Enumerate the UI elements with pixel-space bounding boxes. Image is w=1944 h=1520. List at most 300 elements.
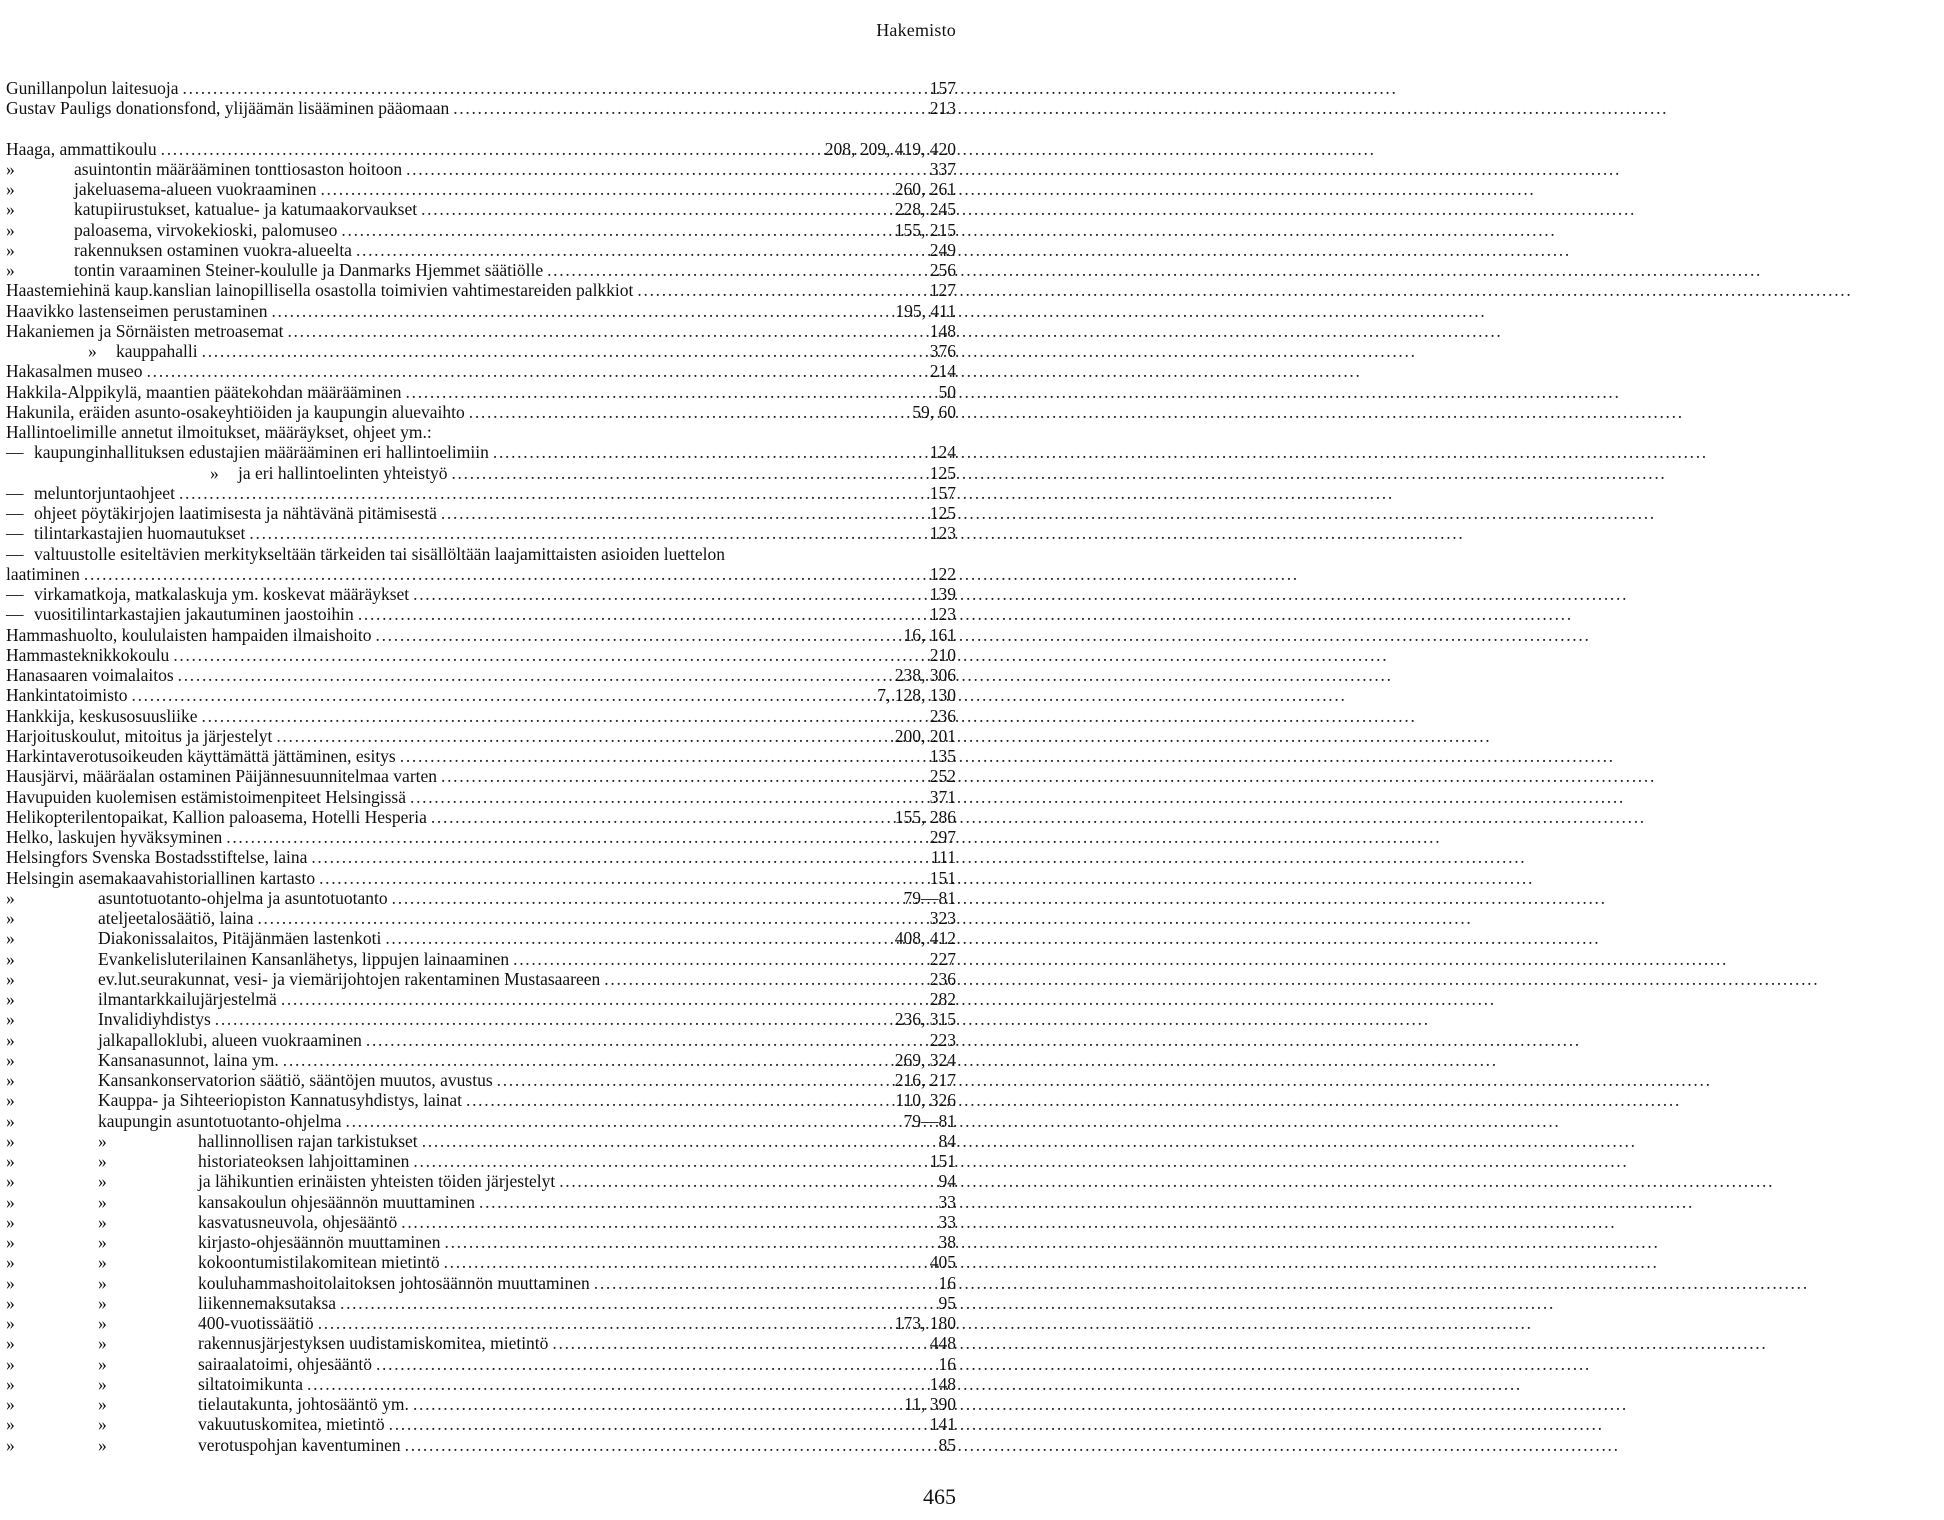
index-entry — [6, 260, 956, 280]
entry-page-refs: 123 — [929, 523, 956, 544]
entry-marker: » — [6, 219, 15, 240]
dot-leader — [406, 159, 926, 179]
index-entry — [6, 766, 956, 786]
entry-marker: — — [6, 442, 24, 463]
entry-marker: » — [6, 1070, 15, 1090]
entry-marker: » » — [6, 1130, 107, 1151]
entry-page-refs: 124 — [929, 442, 956, 463]
entry-text: Hakkila-Alppikylä, maantien päätekohdan määrääminen — [6, 381, 402, 402]
entry-marker: » — [6, 179, 15, 199]
dot-leader — [389, 1414, 926, 1434]
entry-text: Helko, laskujen hyväksyminen — [6, 827, 223, 847]
entry-text: Harjoituskoulut, mitoitus ja järjestelyt — [6, 725, 273, 746]
entry-page-refs: 256 — [929, 260, 956, 280]
entry-text: paloasema, virvokekioski, palomuseo — [74, 219, 338, 240]
entry-text: Hankkija, keskusosuusliike — [6, 705, 198, 726]
dot-leader — [340, 1293, 934, 1313]
entry-text: Hakunila, eräiden asunto-osakeyhtiöiden ja kaupungin aluevaihto — [6, 401, 465, 422]
dot-leader — [257, 908, 925, 928]
dot-leader — [147, 361, 926, 381]
entry-text: rakennusjärjestyksen uudistamiskomitea, mietintö — [198, 1333, 549, 1354]
entry-marker: » » — [6, 1151, 107, 1171]
entry-text: rakennuksen ostaminen vuokra-alueelta — [74, 239, 352, 260]
entry-marker: » — [6, 158, 15, 179]
entry-marker: » » — [6, 1252, 107, 1273]
dot-leader — [215, 1009, 891, 1029]
entry-marker: » » — [6, 1292, 107, 1313]
entry-page-refs: 297 — [929, 827, 956, 847]
dot-leader — [493, 442, 926, 462]
entry-text: jalkapalloklubi, alueen vuokraaminen — [98, 1029, 362, 1050]
entry-text: vakuutuskomitea, mietintö — [198, 1414, 385, 1435]
entry-marker: » — [6, 908, 15, 928]
index-entry — [6, 402, 956, 422]
index-entry — [6, 1333, 956, 1353]
entry-page-refs: 59, 60 — [912, 401, 956, 422]
entry-page-refs: 135 — [929, 746, 956, 766]
dot-leader — [405, 1435, 935, 1455]
dot-leader — [594, 1273, 935, 1293]
entry-page-refs: 85 — [938, 1434, 956, 1455]
entry-text: kouluhammashoitolaitoksen johtosäännön muuttaminen — [198, 1272, 590, 1293]
entry-page-refs: 376 — [929, 341, 956, 361]
entry-text: Hausjärvi, määräalan ostaminen Päijännesuunnitelmaa varten — [6, 766, 438, 787]
dot-leader — [451, 463, 925, 483]
dot-leader — [401, 1212, 934, 1232]
dot-leader — [366, 1030, 926, 1050]
entry-page-refs: 213 — [929, 98, 956, 119]
entry-marker: » — [6, 239, 15, 260]
dot-leader — [283, 1050, 891, 1070]
entry-page-refs: 84 — [938, 1130, 956, 1151]
entry-page-refs: 79—81 — [903, 1110, 956, 1131]
index-entry — [6, 807, 956, 827]
entry-page-refs: 249 — [929, 239, 956, 260]
entry-marker: » » — [6, 1232, 107, 1252]
entry-page-refs: 79—81 — [903, 887, 956, 908]
index-entry — [6, 139, 956, 159]
entry-text: Hakasalmen museo — [6, 361, 143, 382]
entry-marker: » — [6, 989, 15, 1009]
entry-marker: » » — [6, 1313, 107, 1333]
index-entry — [6, 847, 956, 867]
index-entry — [6, 1232, 956, 1252]
entry-page-refs: 216, 217 — [894, 1070, 956, 1090]
entry-page-refs: 16 — [938, 1272, 956, 1293]
entry-text: hallinnollisen rajan tarkistukset — [198, 1130, 418, 1151]
entry-page-refs: 125 — [929, 503, 956, 523]
dot-leader — [183, 78, 926, 98]
entry-page-refs: 238, 306 — [894, 665, 956, 685]
dot-leader — [400, 746, 926, 766]
entry-page-refs: 236 — [929, 968, 956, 989]
entry-marker: » — [210, 462, 219, 483]
dot-leader — [453, 98, 926, 118]
entry-marker: » — [6, 928, 15, 949]
index-entry — [6, 1252, 956, 1272]
entry-marker: » » — [6, 1211, 107, 1232]
index-entry — [6, 989, 956, 1009]
dot-leader — [441, 766, 926, 786]
index-entry — [6, 1354, 956, 1374]
entry-marker: » — [6, 1009, 15, 1030]
dot-leader — [173, 645, 925, 665]
entry-marker: » » — [6, 1373, 107, 1394]
entry-text: ja eri hallintoelinten yhteistyö — [238, 462, 448, 483]
entry-text: historiateoksen lahjoittaminen — [198, 1151, 410, 1171]
entry-page-refs: 227 — [929, 948, 956, 969]
entry-text: Haavikko lastenseimen perustaminen — [6, 300, 268, 321]
dot-leader — [271, 301, 891, 321]
index-entry — [6, 949, 956, 969]
entry-text: Kauppa- ja Sihteeriopiston Kannatusyhdistys, lainat — [98, 1090, 463, 1111]
index-entry — [6, 321, 956, 341]
dot-leader — [161, 139, 821, 159]
index-entry — [6, 625, 956, 645]
entry-page-refs: 323 — [929, 908, 956, 928]
index-entry — [6, 1131, 956, 1151]
index-entry — [6, 1070, 956, 1090]
dot-leader — [320, 179, 890, 199]
entry-text: Invalidiyhdistys — [98, 1009, 211, 1030]
entry-text: Hankintatoimisto — [6, 685, 128, 706]
entry-marker: — — [6, 482, 24, 503]
entry-marker: — — [6, 543, 24, 564]
dot-leader — [376, 1354, 935, 1374]
dot-leader — [346, 1111, 900, 1131]
dot-leader — [413, 1394, 900, 1414]
dot-leader — [604, 969, 925, 989]
entry-marker: » » — [6, 1272, 107, 1293]
dot-leader — [311, 847, 927, 867]
index-entry — [6, 787, 956, 807]
entry-page-refs: 151 — [929, 867, 956, 888]
index-entry — [6, 868, 956, 888]
index-entry — [6, 1273, 956, 1293]
index-entry — [6, 301, 956, 321]
entry-page-refs: 16, 161 — [903, 624, 956, 645]
entry-text: siltatoimikunta — [198, 1373, 303, 1394]
index-entry — [6, 908, 956, 928]
entry-marker: » — [6, 199, 15, 220]
entry-text: Kansanasunnot, laina ym. — [98, 1049, 279, 1070]
index-entry — [6, 1171, 956, 1191]
index-entry — [6, 1050, 956, 1070]
entry-page-refs: 123 — [929, 604, 956, 625]
dot-leader — [84, 564, 926, 584]
index-entry — [6, 463, 956, 483]
entry-text: meluntorjuntaohjeet — [34, 482, 175, 503]
entry-page-refs: 155, 286 — [894, 806, 956, 827]
entry-page-refs: 405 — [929, 1252, 956, 1273]
entry-page-refs: 236, 315 — [894, 1009, 956, 1030]
entry-page-refs: 148 — [929, 1373, 956, 1394]
index-entry — [6, 827, 956, 847]
entry-text: Hammasteknikkokoulu — [6, 644, 170, 665]
entry-page-refs: 7, 128, 130 — [877, 685, 956, 706]
entry-marker: — — [6, 523, 24, 544]
index-entry — [6, 544, 956, 564]
index-entry — [6, 442, 956, 462]
entry-text: kirjasto-ohjesäännön muuttaminen — [198, 1232, 441, 1252]
entry-text: katupiirustukset, katualue- ja katumaakorvaukset — [74, 199, 418, 220]
index-entry — [6, 240, 956, 260]
dot-leader — [385, 928, 890, 948]
running-head: Hakemisto — [876, 20, 956, 40]
entry-marker: » — [6, 968, 15, 989]
entry-page-refs: 223 — [929, 1029, 956, 1050]
page-number: 465 — [923, 1484, 956, 1509]
dot-leader — [422, 1131, 935, 1151]
dot-leader — [179, 483, 926, 503]
entry-text: 400-vuotissäätiö — [198, 1313, 314, 1333]
entry-marker: » » — [6, 1394, 107, 1414]
entry-text: Havupuiden kuolemisen estämistoimenpiteet Helsingissä — [6, 786, 406, 807]
entry-page-refs: 157 — [929, 482, 956, 503]
entry-text: ev.lut.seurakunnat, vesi- ja viemärijohtojen rakentaminen Mustasaareen — [98, 968, 601, 989]
entry-text: Hakaniemen ja Sörnäisten metroasemat — [6, 320, 284, 341]
dot-leader — [444, 1252, 926, 1272]
dot-leader — [559, 1171, 934, 1191]
index-entry — [6, 1151, 956, 1171]
dot-leader — [466, 1090, 891, 1110]
entry-page-refs: 125 — [929, 462, 956, 483]
index-entry — [6, 746, 956, 766]
index-entry — [6, 706, 956, 726]
entry-text: asuintontin määrääminen tonttiosaston hoitoon — [74, 158, 403, 179]
entry-page-refs: 260, 261 — [894, 179, 956, 199]
index-entry — [6, 1111, 956, 1131]
dot-leader — [497, 1070, 891, 1090]
index-entry — [6, 1313, 956, 1333]
entry-marker: » — [6, 260, 15, 280]
entry-page-refs: 228, 245 — [894, 199, 956, 220]
dot-leader — [356, 240, 926, 260]
dot-leader — [202, 706, 926, 726]
entry-marker: » — [6, 1049, 15, 1070]
dot-leader — [413, 584, 926, 604]
dot-leader — [226, 827, 925, 847]
entry-page-refs: 139 — [929, 584, 956, 604]
index-entry — [6, 1374, 956, 1394]
index-entry — [6, 584, 956, 604]
index-entry — [6, 969, 956, 989]
index-entry — [6, 422, 956, 442]
dot-leader — [307, 1374, 926, 1394]
entry-text: tielautakunta, johtosääntö ym. — [198, 1394, 409, 1414]
index-entry — [6, 685, 956, 705]
index-entry — [6, 1293, 956, 1313]
dot-leader — [376, 625, 900, 645]
index-entry — [6, 1435, 956, 1455]
entry-text: Hanasaaren voimalaitos — [6, 665, 174, 685]
entry-page-refs: 208, 209, 419, 420 — [824, 138, 956, 159]
entry-marker: — — [6, 584, 24, 604]
index-entry — [6, 361, 956, 381]
dot-leader — [479, 1192, 934, 1212]
entry-page-refs: 110, 326 — [895, 1090, 956, 1111]
dot-leader — [413, 1151, 925, 1171]
entry-text: Haaga, ammattikoulu — [6, 138, 157, 159]
index-entry — [6, 220, 956, 240]
index-entry — [6, 280, 956, 300]
entry-text: kokoontumistilakomitean mietintö — [198, 1252, 440, 1273]
index-entry — [6, 564, 956, 584]
entry-text: ja lähikuntien erinäisten yhteisten töiden järjestelyt — [198, 1171, 556, 1192]
dot-leader — [276, 726, 890, 746]
dot-leader — [341, 220, 890, 240]
entry-marker: » — [88, 341, 97, 361]
entry-marker: » » — [6, 1434, 107, 1455]
index-entry — [6, 1394, 956, 1414]
index-entry — [6, 1030, 956, 1050]
entry-page-refs: 236 — [929, 705, 956, 726]
entry-page-refs: 148 — [929, 320, 956, 341]
entry-text: kansakoulun ohjesäännön muuttaminen — [198, 1191, 476, 1212]
index-entry — [6, 726, 956, 746]
entry-text: verotuspohjan kaventuminen — [198, 1434, 401, 1455]
entry-marker: » — [6, 887, 15, 908]
entry-page-refs: 371 — [929, 786, 956, 807]
entry-text: Helikopterilentopaikat, Kallion paloasema, Hotelli Hesperia — [6, 806, 427, 827]
index-entry — [6, 645, 956, 665]
entry-text: Gunillanpolun laitesuoja — [6, 78, 179, 98]
dot-leader — [552, 1333, 925, 1353]
entry-page-refs: 111 — [931, 847, 956, 868]
entry-text: Gustav Pauligs donationsfond, ylijäämän lisääminen pääomaan — [6, 98, 450, 119]
index-entry — [6, 78, 956, 98]
dot-leader — [637, 280, 925, 300]
index-entry — [6, 928, 956, 948]
entry-marker: — — [6, 604, 24, 625]
entry-page-refs: 195, 411 — [895, 300, 956, 321]
dot-leader — [132, 685, 874, 705]
entry-text: virkamatkoja, matkalaskuja ym. koskevat määräykset — [34, 584, 410, 604]
index-entry — [6, 1090, 956, 1110]
entry-page-refs: 448 — [929, 1333, 956, 1354]
dot-leader — [431, 807, 891, 827]
entry-page-refs: 214 — [929, 361, 956, 382]
index-entry — [6, 159, 956, 179]
entry-text: valtuustolle esiteltävien merkitykseltään tärkeiden tai sisällöltään laajamittaisten asioiden luettelon — [34, 543, 726, 564]
entry-page-refs: 200, 201 — [894, 725, 956, 746]
entry-text: Helsingfors Svenska Bostadsstiftelse, laina — [6, 847, 308, 868]
dot-leader — [281, 989, 926, 1009]
entry-page-refs: 11, 390 — [904, 1394, 956, 1414]
entry-marker: » — [6, 1029, 15, 1050]
dot-leader — [469, 402, 908, 422]
entry-marker: » » — [6, 1333, 107, 1354]
dot-leader — [318, 1313, 891, 1333]
entry-marker: » » — [6, 1191, 107, 1212]
dot-leader — [178, 665, 891, 685]
entry-page-refs: 33 — [938, 1211, 956, 1232]
entry-text: Harkintaverotusoikeuden käyttämättä jättäminen, esitys — [6, 746, 396, 766]
entry-page-refs: 38 — [938, 1232, 956, 1252]
dot-leader — [513, 949, 926, 969]
entry-text: Kansankonservatorion säätiö, sääntöjen muutos, avustus — [98, 1070, 493, 1090]
index-entries — [6, 78, 956, 1455]
entry-page-refs: 252 — [929, 766, 956, 787]
entry-text: kaupungin asuntotuotanto-ohjelma — [98, 1110, 342, 1131]
entry-page-refs: 127 — [929, 280, 956, 301]
dot-leader — [319, 868, 926, 888]
dot-leader — [441, 503, 926, 523]
dot-leader — [406, 382, 935, 402]
entry-marker: — — [6, 503, 24, 523]
index-entry — [6, 503, 956, 523]
index-entry — [6, 888, 956, 908]
entry-text: tontin varaaminen Steiner-koululle ja Danmarks Hjemmet säätiölle — [74, 260, 544, 280]
entry-marker: » » — [6, 1171, 107, 1192]
entry-text: Diakonissalaitos, Pitäjänmäen lastenkoti — [98, 928, 382, 949]
dot-leader — [547, 260, 926, 280]
entry-page-refs: 16 — [938, 1353, 956, 1374]
entry-page-refs: 173, 180 — [894, 1313, 956, 1333]
index-entry — [6, 604, 956, 624]
entry-page-refs: 151 — [929, 1151, 956, 1171]
index-entry — [6, 1192, 956, 1212]
index-entry — [6, 179, 956, 199]
entry-text: jakeluasema-alueen vuokraaminen — [74, 179, 317, 199]
entry-marker: » — [6, 1090, 15, 1111]
dot-leader — [445, 1232, 935, 1252]
entry-text: Hammashuolto, koululaisten hampaiden ilmaishoito — [6, 624, 372, 645]
index-entry — [6, 665, 956, 685]
entry-page-refs: 33 — [938, 1191, 956, 1212]
entry-marker: » — [6, 948, 15, 969]
index-entry — [6, 523, 956, 543]
index-entry — [6, 1009, 956, 1029]
entry-marker: » » — [6, 1353, 107, 1374]
entry-page-refs: 155, 215 — [894, 219, 956, 240]
entry-text: tilintarkastajien huomautukset — [34, 523, 246, 544]
dot-leader — [392, 888, 900, 908]
index-entry — [6, 1212, 956, 1232]
entry-page-refs: 337 — [929, 158, 956, 179]
entry-text: ateljeetalosäätiö, laina — [98, 908, 254, 928]
entry-text: Hallintoelimille annetut ilmoitukset, määräykset, ohjeet ym.: — [6, 422, 432, 442]
entry-text: kauppahalli — [116, 341, 198, 361]
entry-text: ohjeet pöytäkirjojen laatimisesta ja nähtävänä pitämisestä — [34, 503, 437, 523]
entry-text: liikennemaksutaksa — [198, 1292, 337, 1313]
entry-page-refs: 141 — [929, 1414, 956, 1435]
dot-leader — [421, 199, 891, 219]
entry-text: Helsingin asemakaavahistoriallinen kartasto — [6, 867, 316, 888]
entry-text: Evankelisluterilainen Kansanlähetys, lippujen lainaaminen — [98, 948, 510, 969]
entry-page-refs: 94 — [938, 1171, 956, 1192]
dot-leader — [287, 321, 925, 341]
entry-text: ilmantarkkailujärjestelmä — [98, 989, 277, 1009]
dot-leader — [358, 604, 926, 624]
dot-leader — [249, 523, 925, 543]
index-entry — [6, 341, 956, 361]
entry-text: kaupunginhallituksen edustajien määrääminen eri hallintoelimiin — [34, 442, 489, 463]
entry-text: kasvatusneuvola, ohjesääntö — [198, 1211, 398, 1232]
entry-text: asuntotuotanto-ohjelma ja asuntotuotanto — [98, 887, 388, 908]
index-entry — [6, 98, 956, 118]
index-entry — [6, 199, 956, 219]
entry-text: sairaalatoimi, ohjesääntö — [198, 1353, 372, 1374]
entry-page-refs: 157 — [929, 78, 956, 98]
index-entry — [6, 1414, 956, 1434]
entry-page-refs: 95 — [938, 1292, 956, 1313]
index-entry — [6, 483, 956, 503]
entry-page-refs: 122 — [929, 563, 956, 584]
entry-text: Haastemiehinä kaup.kanslian lainopillisella osastolla toimivien vahtimestareiden palkkiot — [6, 280, 634, 301]
dot-leader — [202, 341, 926, 361]
entry-text: laatiminen — [6, 563, 80, 584]
